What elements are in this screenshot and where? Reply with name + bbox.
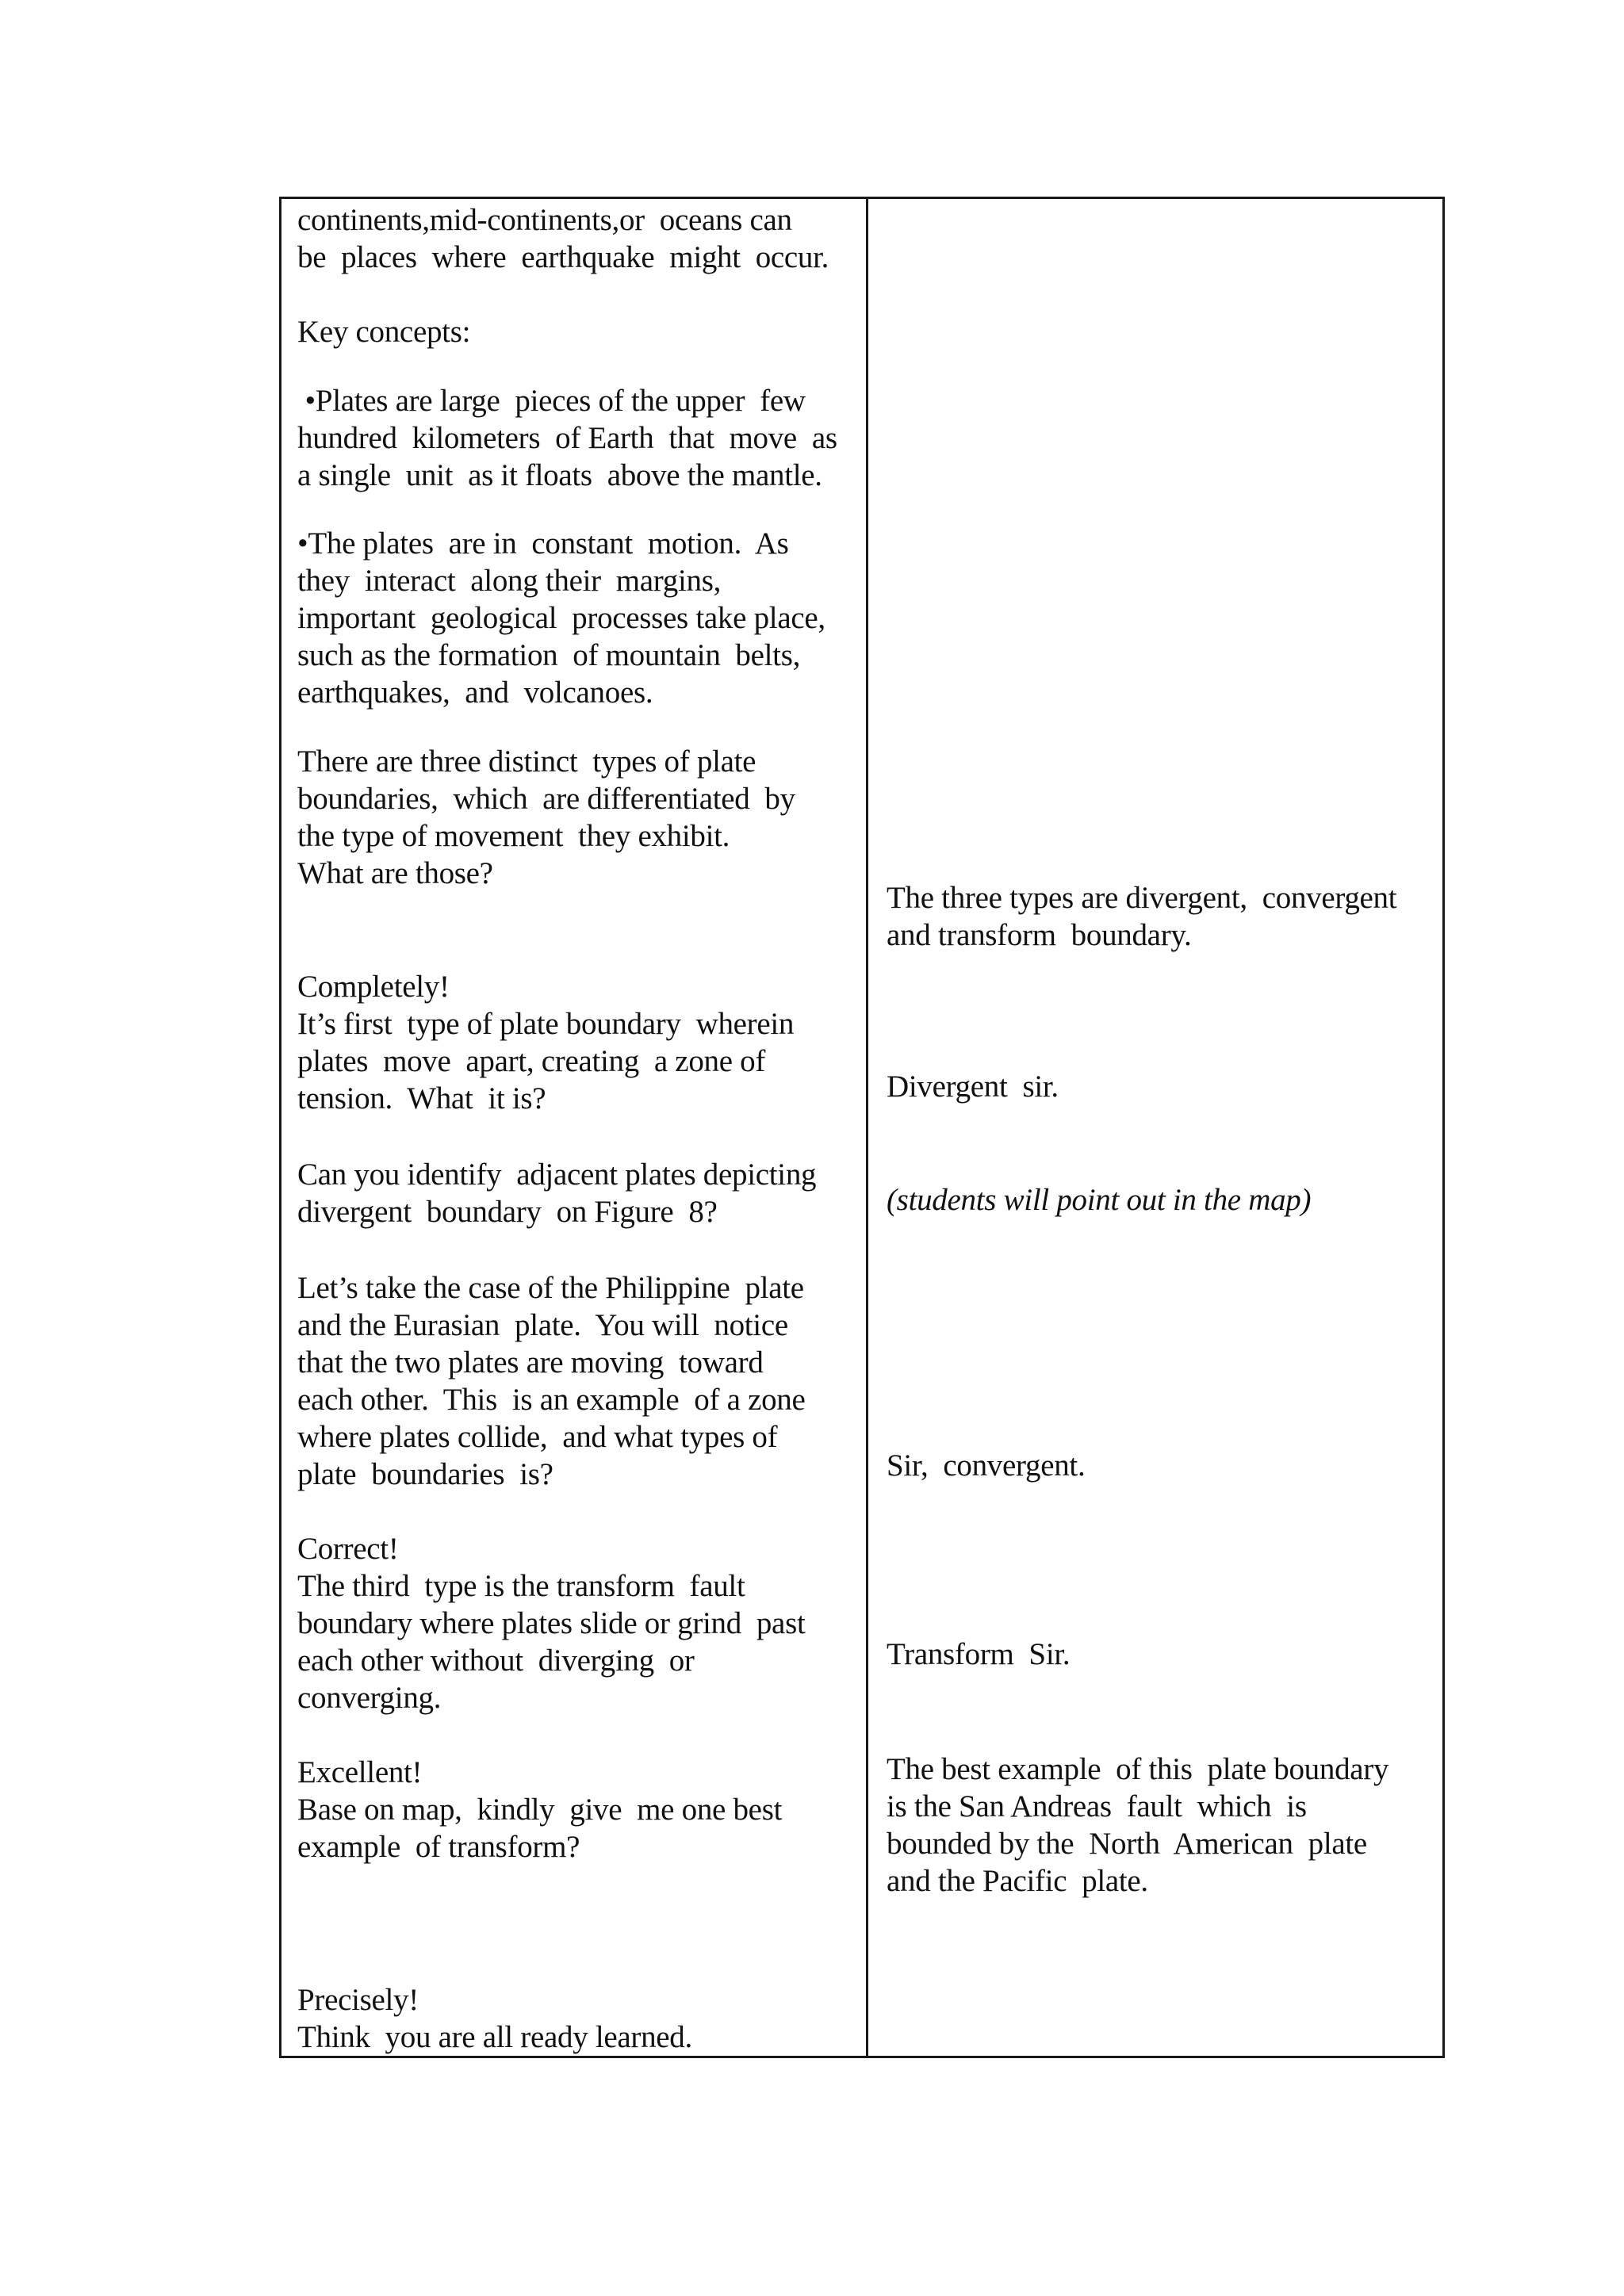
- student-response-line: bounded by the North American plate: [887, 1827, 1367, 1861]
- student-response-line: The three types are divergent, convergent: [887, 881, 1397, 915]
- teacher-text-line: tension. What it is?: [297, 1081, 546, 1115]
- teacher-heading-key-concepts: Key concepts:: [297, 315, 471, 349]
- teacher-text-line: continents,mid-continents,or oceans can: [297, 203, 792, 237]
- teacher-text-line: boundaries, which are differentiated by: [297, 782, 795, 816]
- teacher-text-line: plates move apart, creating a zone of: [297, 1044, 766, 1078]
- student-response-line: Sir, convergent.: [887, 1448, 1086, 1483]
- student-response-line: Transform Sir.: [887, 1637, 1071, 1671]
- teacher-text-line: be places where earthquake might occur.: [297, 240, 829, 274]
- teacher-text-line: important geological processes take place,: [297, 601, 825, 635]
- teacher-text-line: converging.: [297, 1681, 442, 1715]
- teacher-text-line: a single unit as it floats above the mantle.: [297, 458, 822, 492]
- student-response-line: (students will point out in the map): [887, 1183, 1312, 1217]
- teacher-text-line: Precisely!: [297, 1983, 419, 2017]
- teacher-text-line: Think you are all ready learned.: [297, 2020, 692, 2054]
- student-response-line: and the Pacific plate.: [887, 1864, 1148, 1898]
- teacher-text-line: •Plates are large pieces of the upper few: [297, 384, 806, 418]
- teacher-text-line: such as the formation of mountain belts,: [297, 638, 801, 672]
- teacher-text-line: Base on map, kindly give me one best: [297, 1793, 783, 1827]
- teacher-text-line: boundary where plates slide or grind past: [297, 1606, 806, 1640]
- student-response-line: Divergent sir.: [887, 1070, 1059, 1104]
- teacher-text-line: earthquakes, and volcanoes.: [297, 675, 653, 710]
- student-response-line: The best example of this plate boundary: [887, 1752, 1389, 1786]
- teacher-text-line: divergent boundary on Figure 8?: [297, 1195, 718, 1229]
- teacher-text-line: •The plates are in constant motion. As: [297, 526, 789, 561]
- teacher-text-line: Correct!: [297, 1532, 399, 1566]
- teacher-text-line: Let’s take the case of the Philippine plate: [297, 1271, 804, 1305]
- teacher-text-line: they interact along their margins,: [297, 564, 722, 598]
- teacher-text-line: the type of movement they exhibit.: [297, 819, 730, 853]
- teacher-text-line: Excellent!: [297, 1755, 423, 1789]
- student-response-line: and transform boundary.: [887, 918, 1192, 952]
- column-divider: [866, 199, 868, 2056]
- teacher-text-line: each other without diverging or: [297, 1644, 695, 1678]
- teacher-text-line: Can you identify adjacent plates depicting: [297, 1158, 817, 1192]
- teacher-text-line: example of transform?: [297, 1830, 580, 1864]
- teacher-text-line: plate boundaries is?: [297, 1457, 553, 1491]
- teacher-text-line: each other. This is an example of a zone: [297, 1383, 806, 1417]
- teacher-text-line: It’s first type of plate boundary wherein: [297, 1007, 795, 1041]
- teacher-text-line: and the Eurasian plate. You will notice: [297, 1308, 788, 1342]
- teacher-text-line: There are three distinct types of plate: [297, 744, 756, 779]
- teacher-text-line: What are those?: [297, 856, 493, 890]
- student-response-line: is the San Andreas fault which is: [887, 1789, 1307, 1823]
- teacher-text-line: The third type is the transform fault: [297, 1569, 745, 1603]
- teacher-text-line: where plates collide, and what types of: [297, 1420, 778, 1454]
- teacher-text-line: Completely!: [297, 970, 450, 1004]
- teacher-text-line: hundred kilometers of Earth that move as: [297, 421, 837, 455]
- teacher-text-line: that the two plates are moving toward: [297, 1345, 764, 1380]
